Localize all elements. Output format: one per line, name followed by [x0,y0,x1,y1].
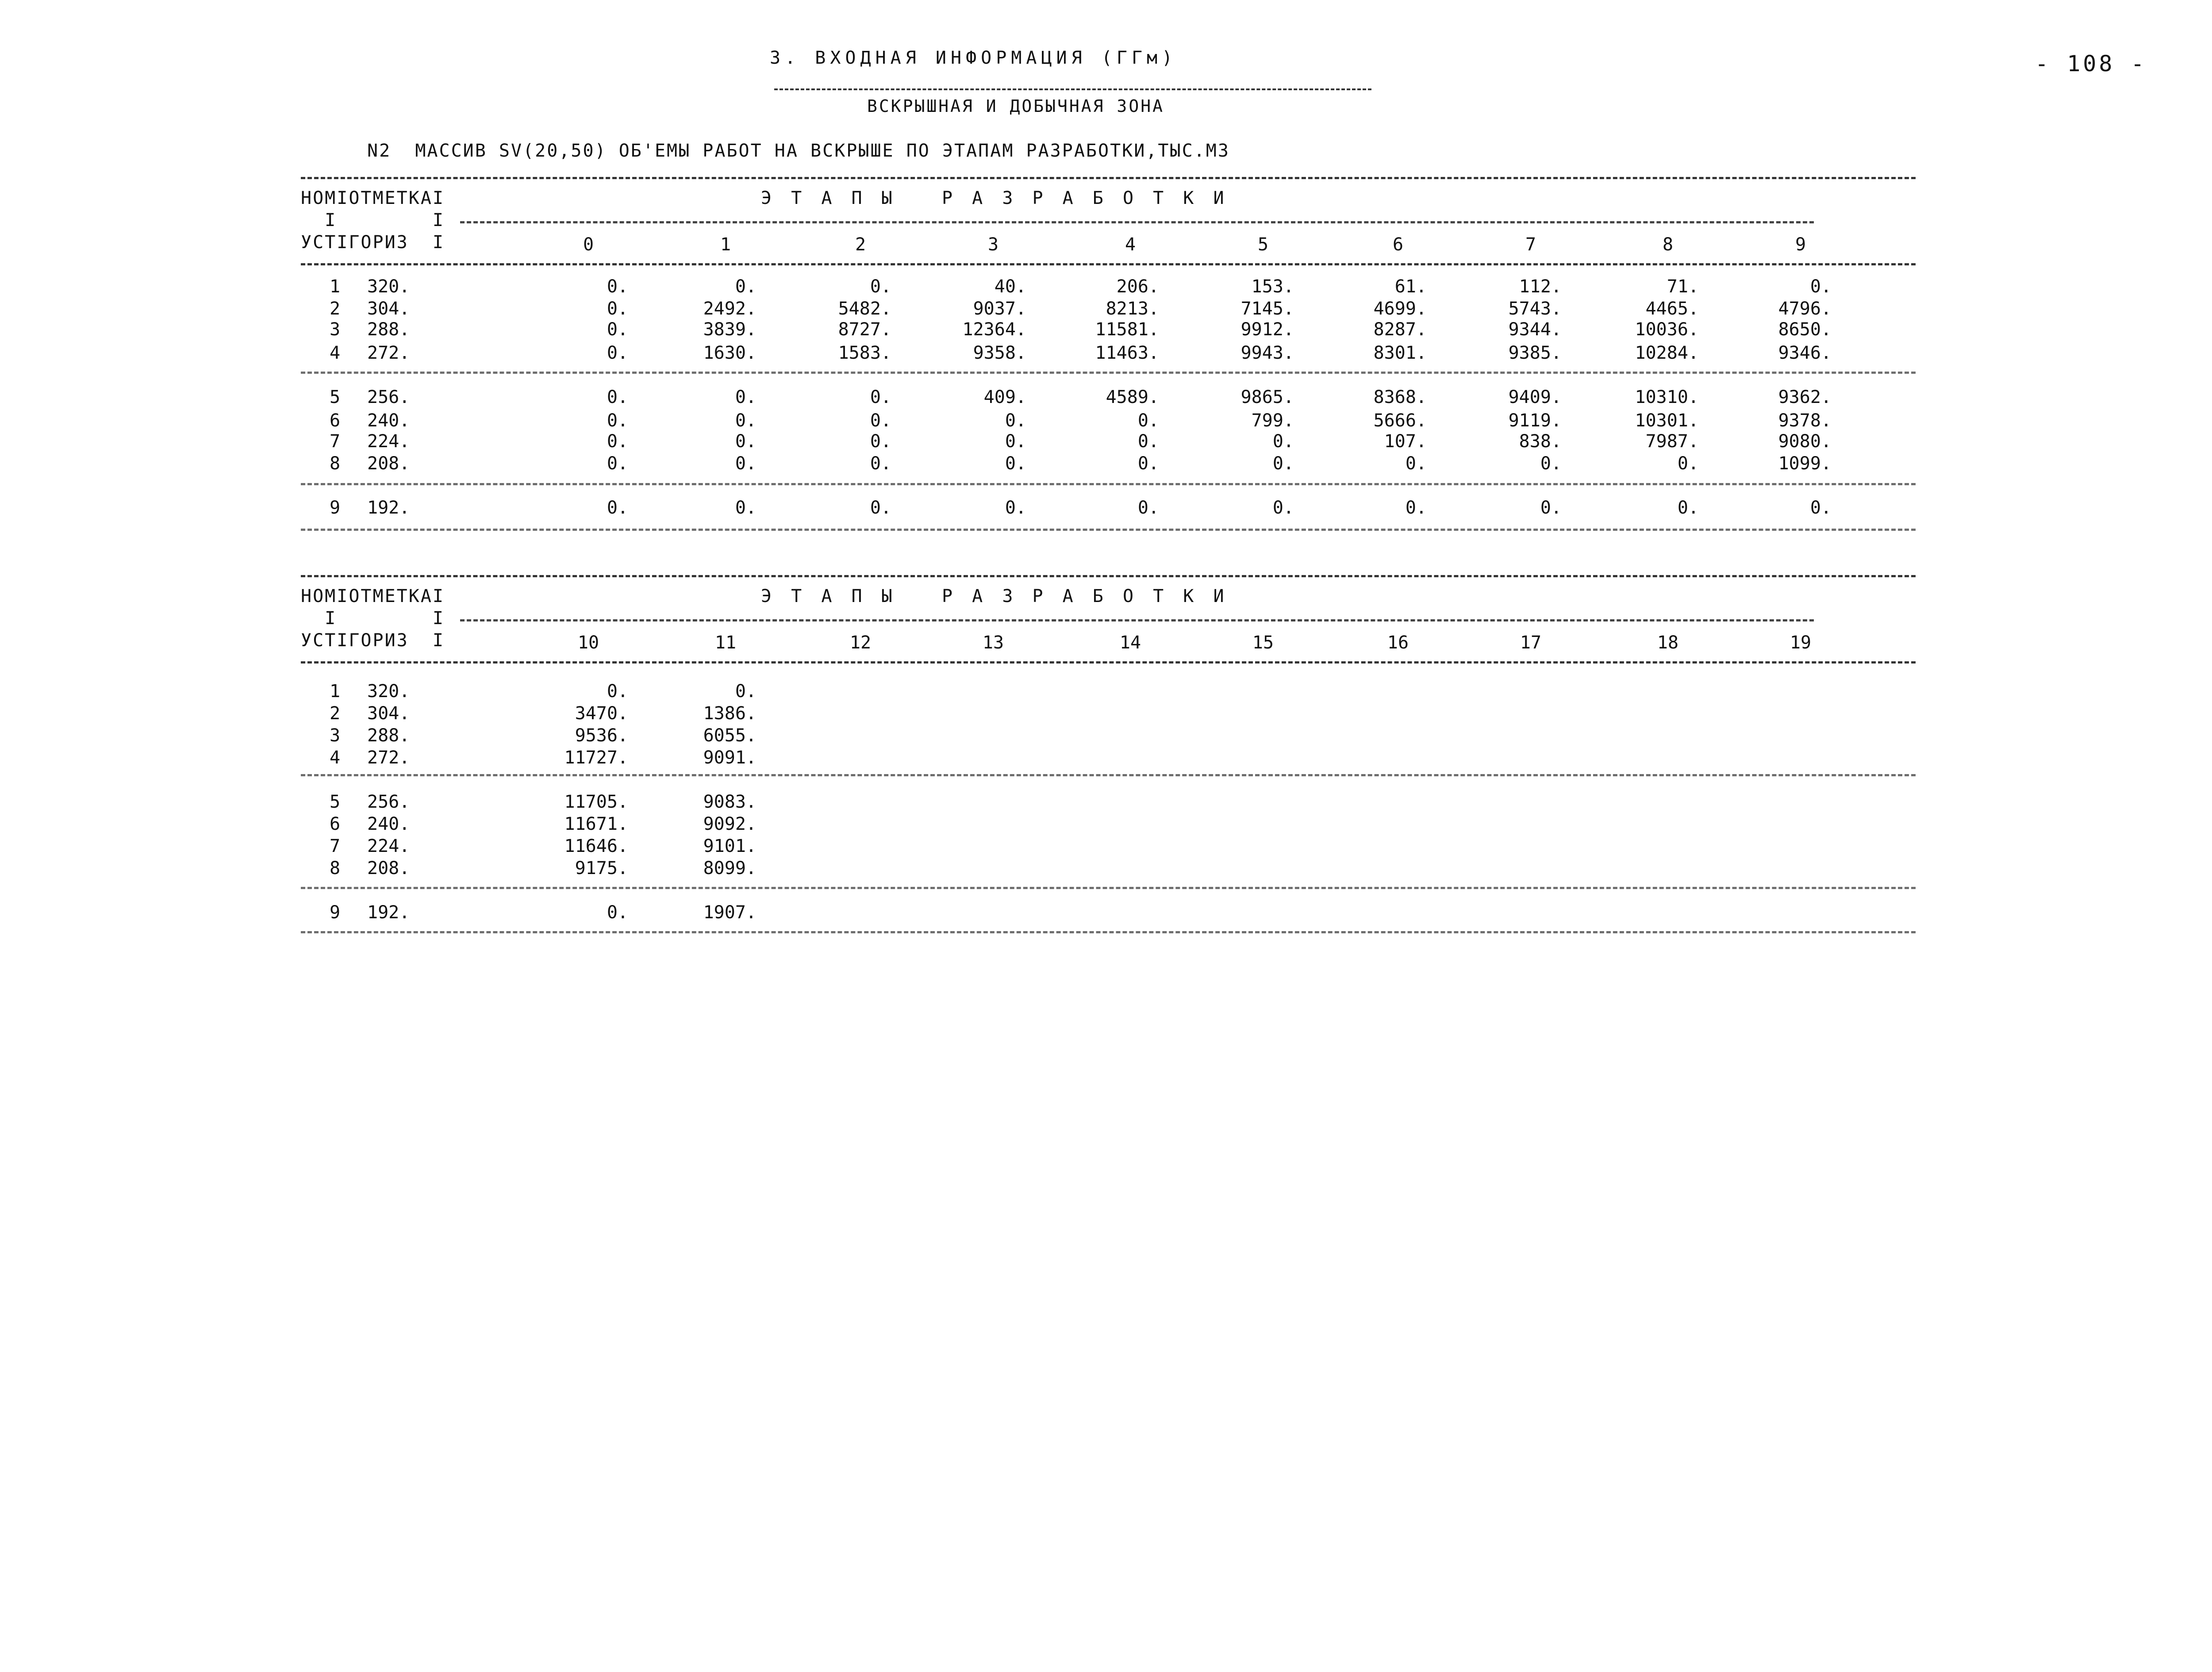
row-number: 4 [330,748,341,768]
row-number: 8 [330,453,341,474]
table-cell: 0. [607,681,628,702]
header-bottom-rule [301,661,1916,663]
table-cell: 153. [1251,276,1294,297]
table-cell: 0. [1005,410,1026,431]
stage-group-title: Э Т А П Ы Р А З Р А Б О Т К И [761,188,1229,208]
table-cell: 799. [1251,410,1294,431]
table-cell: 0. [1405,453,1427,474]
row-elevation: 256. [367,792,410,812]
column-number: 12 [849,633,872,653]
table-cell: 8213. [1106,299,1159,319]
table-cell: 5743. [1508,299,1562,319]
row-elevation: 192. [367,902,410,923]
table-cell: 0. [607,299,628,319]
row-elevation: 208. [367,453,410,474]
table-cell: 3839. [703,319,757,340]
column-number: 10 [577,633,599,653]
table-cell: 8650. [1778,319,1832,340]
row-elevation: 320. [367,681,410,702]
group-break-rule [301,529,1916,531]
table-cell: 5666. [1373,410,1427,431]
table-cell: 0. [1677,498,1699,518]
table-cell: 9092. [703,814,757,834]
table-cell: 9091. [703,748,757,768]
row-elevation: 224. [367,836,410,856]
group-break-rule [301,887,1916,889]
group-break-rule [301,774,1916,776]
table-cell: 0. [1540,453,1562,474]
row-number: 3 [330,725,341,746]
table-cell: 0. [870,410,891,431]
table-cell: 107. [1384,431,1427,452]
table-cell: 9358. [973,343,1026,363]
row-elevation: 240. [367,410,410,431]
table-cell: 0. [607,431,628,452]
row-number: 6 [330,814,341,834]
table-cell: 9865. [1240,387,1294,407]
row-elevation: 304. [367,299,410,319]
table-cell: 0. [735,431,757,452]
table-caption: N2 МАССИВ SV(20,50) ОБ'ЕМЫ РАБОТ НА ВСКРЫШЕ ПО ЭТАПАМ РАЗРАБОТКИ,ТЫС.М3 [367,141,1230,161]
table-cell: 0. [735,276,757,297]
group-break-rule [301,372,1916,374]
table-cell: 9943. [1240,343,1294,363]
column-number: 0 [583,234,594,255]
table-cell: 0. [1005,453,1026,474]
table-cell: 11581. [1095,319,1159,340]
table-cell: 0. [1810,498,1832,518]
row-number: 2 [330,703,341,724]
table-cell: 10301. [1635,410,1699,431]
table-cell: 838. [1519,431,1562,452]
table-cell: 1583. [838,343,891,363]
table-top-rule [301,177,1916,179]
table-cell: 0. [735,410,757,431]
row-elevation: 272. [367,748,410,768]
table-cell: 4796. [1778,299,1832,319]
table-cell: 0. [1677,453,1699,474]
row-elevation: 192. [367,498,410,518]
row-number: 4 [330,343,341,363]
stage-group-title: Э Т А П Ы Р А З Р А Б О Т К И [761,586,1229,606]
row-elevation: 256. [367,387,410,407]
row-elevation: 208. [367,858,410,878]
row-number: 2 [330,299,341,319]
table-cell: 10036. [1635,319,1699,340]
header-label-1: НОМIОТМЕТКАI [301,586,445,606]
table-cell: 0. [870,276,891,297]
table-cell: 11671. [564,814,628,834]
header-label-3: УСТIГОРИЗ I [301,232,445,253]
row-number: 1 [330,276,341,297]
table-cell: 0. [607,343,628,363]
stage-group-rule [460,221,1814,223]
document-subtitle: ВСКРЫШНАЯ И ДОБЫЧНАЯ ЗОНА [867,96,1164,116]
table-cell: 0. [607,453,628,474]
header-bottom-rule [301,263,1916,265]
column-number: 18 [1657,633,1679,653]
column-number: 14 [1119,633,1141,653]
table-cell: 409. [983,387,1026,407]
column-number: 11 [714,633,737,653]
group-break-rule [301,483,1916,485]
row-number: 3 [330,319,341,340]
table-cell: 0. [607,276,628,297]
table-cell: 61. [1394,276,1427,297]
table-cell: 0. [607,319,628,340]
table-cell: 2492. [703,299,757,319]
table-cell: 10284. [1635,343,1699,363]
header-label-1: НОМIОТМЕТКАI [301,188,445,208]
column-number: 15 [1252,633,1274,653]
row-number: 6 [330,410,341,431]
column-number: 8 [1662,234,1674,255]
table-cell: 0. [607,498,628,518]
table-cell: 9344. [1508,319,1562,340]
page-number: - 108 - [2035,51,2147,77]
table-cell: 0. [1137,410,1159,431]
table-cell: 0. [1272,431,1294,452]
table-cell: 9912. [1240,319,1294,340]
table-cell: 0. [1540,498,1562,518]
table-cell: 0. [735,387,757,407]
table-cell: 0. [607,387,628,407]
table-cell: 0. [870,453,891,474]
column-number: 3 [987,234,999,255]
column-number: 16 [1387,633,1409,653]
table-cell: 3470. [575,703,628,724]
row-number: 1 [330,681,341,702]
table-cell: 1907. [703,902,757,923]
row-elevation: 272. [367,343,410,363]
table-cell: 11727. [564,748,628,768]
column-number: 2 [855,234,866,255]
table-cell: 11463. [1095,343,1159,363]
table-cell: 0. [607,410,628,431]
table-cell: 0. [735,681,757,702]
column-number: 19 [1790,633,1812,653]
table-cell: 0. [870,431,891,452]
table-cell: 9536. [575,725,628,746]
table-cell: 1630. [703,343,757,363]
column-number: 6 [1392,234,1404,255]
table-cell: 7987. [1645,431,1699,452]
table-cell: 9175. [575,858,628,878]
table-cell: 9409. [1508,387,1562,407]
table-cell: 0. [1810,276,1832,297]
row-elevation: 304. [367,703,410,724]
table-cell: 0. [1137,498,1159,518]
column-number: 1 [720,234,731,255]
table-cell: 8099. [703,858,757,878]
row-elevation: 288. [367,319,410,340]
table-cell: 9083. [703,792,757,812]
row-number: 9 [330,498,341,518]
table-cell: 7145. [1240,299,1294,319]
table-cell: 12364. [962,319,1026,340]
table-cell: 9378. [1778,410,1832,431]
table-cell: 8368. [1373,387,1427,407]
table-top-rule [301,575,1916,577]
table-cell: 9346. [1778,343,1832,363]
table-cell: 112. [1519,276,1562,297]
header-label-3: УСТIГОРИЗ I [301,630,445,651]
column-number: 17 [1520,633,1542,653]
table-cell: 0. [1272,453,1294,474]
table-cell: 11705. [564,792,628,812]
row-elevation: 240. [367,814,410,834]
row-elevation: 288. [367,725,410,746]
row-number: 7 [330,836,341,856]
stage-group-rule [460,619,1814,621]
row-number: 5 [330,387,341,407]
table-cell: 0. [1137,453,1159,474]
table-cell: 0. [735,498,757,518]
table-cell: 206. [1116,276,1159,297]
table-cell: 8301. [1373,343,1427,363]
table-cell: 5482. [838,299,891,319]
table-cell: 1099. [1778,453,1832,474]
table-cell: 4589. [1106,387,1159,407]
column-number: 4 [1125,234,1136,255]
table-cell: 9385. [1508,343,1562,363]
row-elevation: 320. [367,276,410,297]
table-cell: 0. [1405,498,1427,518]
table-cell: 0. [1137,431,1159,452]
table-cell: 0. [870,387,891,407]
table-cell: 9037. [973,299,1026,319]
table-cell: 11646. [564,836,628,856]
table-cell: 9101. [703,836,757,856]
column-number: 7 [1525,234,1536,255]
table-cell: 10310. [1635,387,1699,407]
table-cell: 4699. [1373,299,1427,319]
column-number: 13 [982,633,1004,653]
column-number: 5 [1257,234,1269,255]
document-title: 3. ВХОДНАЯ ИНФОРМАЦИЯ (ГГм) [770,48,1177,68]
table-cell: 0. [607,902,628,923]
table-cell: 0. [1272,498,1294,518]
table-cell: 9080. [1778,431,1832,452]
row-elevation: 224. [367,431,410,452]
table-cell: 1386. [703,703,757,724]
header-label-2: I I [301,210,445,230]
header-label-2: I I [301,608,445,629]
row-number: 5 [330,792,341,812]
table-cell: 71. [1667,276,1699,297]
table-cell: 0. [1005,498,1026,518]
row-number: 7 [330,431,341,452]
group-break-rule [301,931,1916,933]
table-cell: 4465. [1645,299,1699,319]
table-cell: 9119. [1508,410,1562,431]
table-cell: 9362. [1778,387,1832,407]
table-cell: 0. [870,498,891,518]
table-cell: 40. [994,276,1026,297]
table-cell: 0. [735,453,757,474]
title-underline [774,88,1371,90]
row-number: 9 [330,902,341,923]
column-number: 9 [1795,234,1806,255]
row-number: 8 [330,858,341,878]
table-cell: 6055. [703,725,757,746]
table-cell: 0. [1005,431,1026,452]
table-cell: 8727. [838,319,891,340]
table-cell: 8287. [1373,319,1427,340]
